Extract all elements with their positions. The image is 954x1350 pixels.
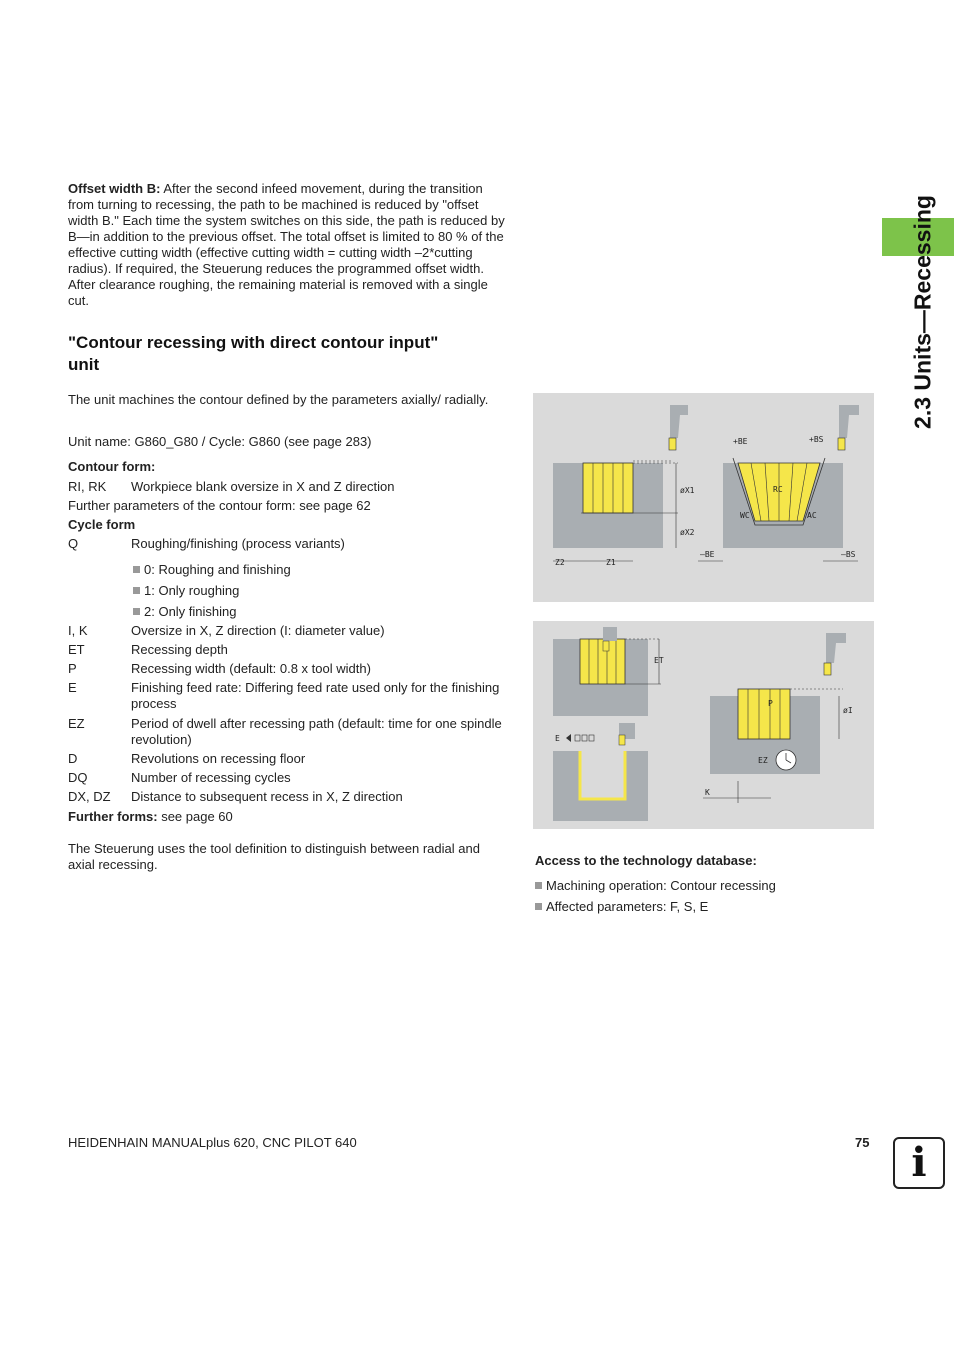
q-option: 0: Roughing and finishing xyxy=(133,562,291,578)
param-value: Distance to subsequent recess in X, Z direction xyxy=(131,789,403,804)
chapter-title: 2.3 Units—Recessing xyxy=(909,195,936,429)
tech-db-item: Affected parameters: F, S, E xyxy=(535,899,708,915)
further-forms xyxy=(68,809,233,825)
dim-rc-label: RC xyxy=(773,485,783,494)
dim-bs-bottom-label: –BS xyxy=(841,550,856,559)
param-value: Period of dwell after recessing path (default: time for one spindle revolution) xyxy=(131,716,502,747)
dim-be-top-label: +BE xyxy=(733,437,748,446)
param-key: Q xyxy=(68,536,79,551)
q-option: 2: Only finishing xyxy=(133,604,237,620)
figure-recess-parameters-drawing xyxy=(533,621,874,829)
footer-text: HEIDENHAIN MANUALplus 620, CNC PILOT 640 xyxy=(68,1135,357,1150)
param-value: Revolutions on recessing floor xyxy=(131,751,306,766)
dim-wc-label: WC xyxy=(740,511,750,520)
param-key: DQ xyxy=(68,770,88,785)
param-value: Roughing/finishing (process variants) xyxy=(131,536,345,551)
unit-name: Unit name: G860_G80 / Cycle: G860 (see page 283) xyxy=(68,434,372,449)
dim-ez-label: EZ xyxy=(758,756,768,765)
param-value: Oversize in X, Z direction (I: diameter value) xyxy=(131,623,385,638)
dim-ac-label: AC xyxy=(807,511,817,520)
tech-db-item: Machining operation: Contour recessing xyxy=(535,878,776,894)
cycle-form-heading: Cycle form xyxy=(68,517,136,532)
section-heading-line2: unit xyxy=(68,355,100,374)
param-key: D xyxy=(68,751,78,766)
further-text: see page 60 xyxy=(161,809,233,824)
figure-recess-parameters xyxy=(533,621,874,829)
dim-k-label: K xyxy=(705,788,710,797)
recess-fill-left xyxy=(583,463,633,513)
intro-text: The unit machines the contour defined by the parameters axially/ radially. xyxy=(68,392,489,407)
param-value: Finishing feed rate: Differing feed rate used only for the finishing process xyxy=(131,680,500,711)
offset-paragraph xyxy=(68,181,510,309)
dim-et-label: ET xyxy=(654,656,664,665)
param-value: Recessing width (default: 0.8 x tool width) xyxy=(131,661,371,676)
contour-form-heading: Contour form: xyxy=(68,459,156,474)
param-value: Recessing depth xyxy=(131,642,228,657)
param-key: DX, DZ xyxy=(68,789,111,804)
param-key: I, K xyxy=(68,623,88,638)
dim-i-label: øI xyxy=(843,706,853,715)
section-heading xyxy=(68,332,508,376)
offset-label: Offset width B: xyxy=(68,181,161,196)
param-key: P xyxy=(68,661,77,676)
dim-e-label: E xyxy=(555,734,560,743)
closing-text: The Steuerung uses the tool definition to distinguish between radial and axial recessing. xyxy=(68,841,480,872)
dim-p-label: P xyxy=(768,699,773,708)
tech-db-heading: Access to the technology database: xyxy=(535,853,757,868)
page-number: 75 xyxy=(855,1135,870,1150)
section-heading-line1: "Contour recessing with direct contour input" xyxy=(68,333,439,352)
contour-further: Further parameters of the contour form: see page 62 xyxy=(68,498,371,513)
param-value: Workpiece blank oversize in X and Z direction xyxy=(131,479,395,494)
offset-text: After the second infeed movement, during the transition from turning to recessing, the path to be machined is reduced by "offset width B." Each time the system switches on this side, the path is reduced by B—in addition to the previous offset. The total offset is limited to 80 % of the effective cutting width (effective cutting width = cutting width –2*cutting radius). If required, the Steuerung reduces the programmed offset width. After clearance roughing, the remaining material is removed with a single cut. xyxy=(68,181,505,308)
dim-z2-label: Z2 xyxy=(555,558,565,567)
figure-contour-recess xyxy=(533,393,874,602)
param-value: Number of recessing cycles xyxy=(131,770,291,785)
figure-contour-recess-drawing xyxy=(533,393,874,602)
dim-bs-top-label: +BS xyxy=(809,435,824,444)
info-icon: i xyxy=(893,1137,945,1189)
dim-z1-label: Z1 xyxy=(606,558,616,567)
further-label: Further forms: xyxy=(68,809,158,824)
dim-x1-label: øX1 xyxy=(680,486,695,495)
param-key: E xyxy=(68,680,77,695)
dim-x2-label: øX2 xyxy=(680,528,695,537)
dim-be-bottom-label: –BE xyxy=(700,550,715,559)
q-option: 1: Only roughing xyxy=(133,583,239,599)
param-key: EZ xyxy=(68,716,85,731)
param-key: RI, RK xyxy=(68,479,107,494)
param-key: ET xyxy=(68,642,85,657)
